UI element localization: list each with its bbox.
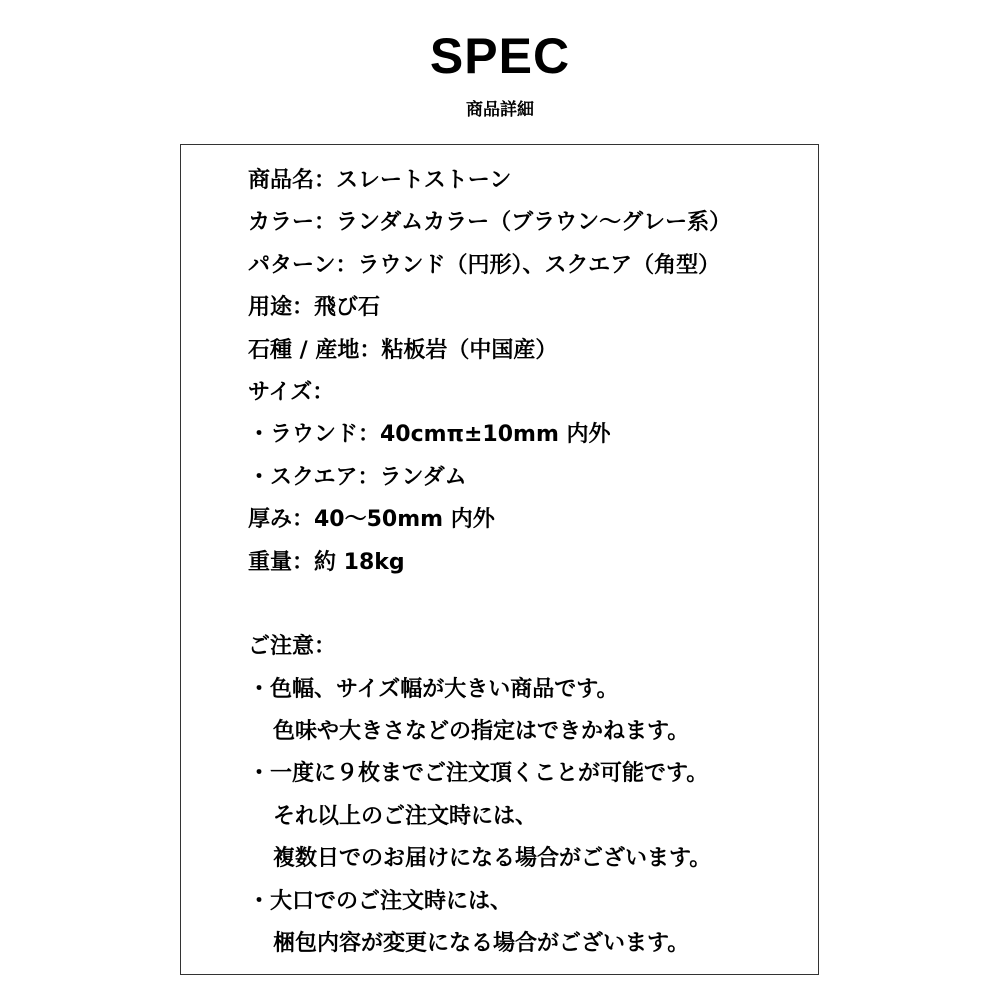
spec-line: 用途：飛び石 (248, 295, 381, 321)
spec-line: 色味や大きさなどの指定はできかねます。 (273, 719, 690, 745)
spec-line: それ以上のご注文時には、 (273, 803, 538, 829)
spec-line: ・色幅、サイズ幅が大きい商品です。 (248, 676, 619, 702)
spec-line: 石種 / 産地：粘板岩（中国産） (248, 337, 558, 363)
spec-line: 重量：約 18kg (248, 549, 405, 575)
spec-line: ・スクエア：ランダム (248, 464, 467, 490)
spec-line: ・大口でのご注文時には、 (248, 888, 513, 914)
spec-line: ご注意： (248, 634, 337, 660)
spec-line: 梱包内容が変更になる場合がございます。 (273, 931, 690, 957)
spec-line: カラー：ランダムカラー（ブラウン～グレー系） (248, 210, 732, 236)
spec-line: 商品名：スレートストーン (248, 168, 512, 193)
spec-line: 複数日でのお届けになる場合がございます。 (273, 846, 712, 872)
spec-line: サイズ： (248, 379, 335, 405)
spec-spacer (248, 584, 808, 626)
spec-line: 厚み：40～50mm 内外 (248, 507, 495, 533)
spec-list (248, 160, 808, 965)
spec-line: ・一度に９枚までご注文頂くことが可能です。 (248, 761, 709, 787)
page-subtitle: 商品詳細 (466, 100, 534, 120)
spec-line: ・ラウンド：40cmπ±10mm 内外 (248, 422, 611, 448)
spec-line: パターン：ラウンド（円形）、スクエア（角型） (248, 252, 721, 278)
page-title: SPEC (429, 28, 571, 84)
